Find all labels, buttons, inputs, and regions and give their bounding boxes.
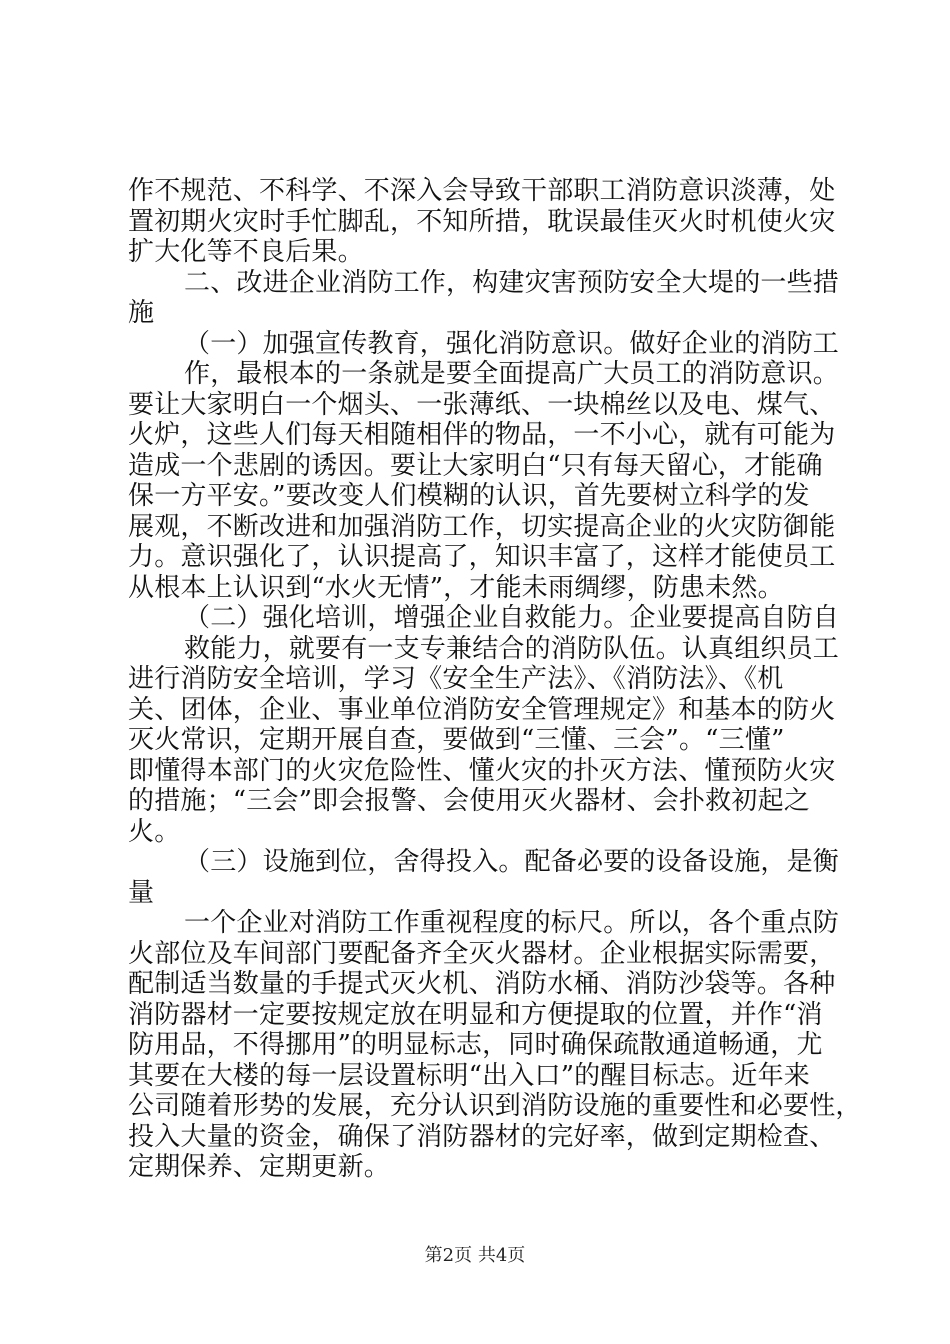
text-line: 火。 <box>128 817 181 847</box>
text-line: 力。意识强化了，认识提高了，知识丰富了，这样才能使员工 <box>128 542 836 572</box>
page-number: 第2页 共4页 <box>424 1245 526 1266</box>
text-line: 投入大量的资金，确保了消防器材的完好率，做到定期检查、 <box>128 1122 836 1152</box>
text-line: 作，最根本的一条就是要全面提高广大员工的消防意识。 <box>184 359 840 389</box>
text-line: 救能力，就要有一支专兼结合的消防队伍。认真组织员工 <box>184 634 840 664</box>
text-line: 关、团体，企业、事业单位消防安全管理规定》和基本的防火 <box>128 695 836 725</box>
subsection-heading: （二）强化培训，增强企业自救能力。企业要提高自防自 <box>184 603 840 633</box>
subsection-heading: （一）加强宣传教育，强化消防意识。做好企业的消防工 <box>184 329 840 359</box>
text-line: 作不规范、不科学、不深入会导致干部职工消防意识淡薄，处 <box>128 176 836 206</box>
text-line: 定期保养、定期更新。 <box>128 1152 391 1182</box>
text-line: 扩大化等不良后果。 <box>128 237 364 267</box>
text-line: 展观，不断改进和加强消防工作，切实提高企业的火灾防御能 <box>128 512 836 542</box>
section-heading-cont: 施 <box>128 298 155 328</box>
text-line: 的措施；“三会”即会报警、会使用灭火器材、会扑救初起之 <box>128 786 810 816</box>
text-line: 置初期火灾时手忙脚乱，不知所措，耽误最佳灭火时机使火灾 <box>128 207 836 237</box>
text-line: 公司随着形势的发展，充分认识到消防设施的重要性和必要性， <box>128 1091 862 1121</box>
text-line: 消防器材一定要按规定放在明显和方便提取的位置，并作“消 <box>128 1000 823 1030</box>
text-line: 要让大家明白一个烟头、一张薄纸、一块棉丝以及电、煤气、 <box>128 390 836 420</box>
text-line: 从根本上认识到“水火无情”，才能未雨绸缪，防患未然。 <box>128 573 784 603</box>
text-line: 灭火常识，定期开展自查，要做到“三懂、三会”。“三懂” <box>128 725 785 755</box>
text-line: 火部位及车间部门要配备齐全灭火器材。企业根据实际需要， <box>128 939 836 969</box>
section-heading: 二、改进企业消防工作，构建灾害预防安全大堤的一些措 <box>184 268 840 298</box>
text-line: 一个企业对消防工作重视程度的标尺。所以，各个重点防 <box>184 908 840 938</box>
text-line: 造成一个悲剧的诱因。要让大家明白“只有每天留心，才能确 <box>128 451 823 481</box>
text-line: 火炉，这些人们每天相随相伴的物品，一不小心，就有可能为 <box>128 420 836 450</box>
text-line: 其要在大楼的每一层设置标明“出入口”的醒目标志。近年来 <box>128 1061 810 1091</box>
subsection-heading-cont: 量 <box>128 878 155 908</box>
text-line: 进行消防安全培训，学习《安全生产法》、《消防法》、《机 <box>128 664 784 694</box>
text-line: 防用品，不得挪用”的明显标志，同时确保疏散通道畅通，尤 <box>128 1030 823 1060</box>
text-line: 即懂得本部门的火灾危险性、懂火灾的扑灭方法、懂预防火灾 <box>128 756 836 786</box>
text-line: 配制适当数量的手提式灭火机、消防水桶、消防沙袋等。各种 <box>128 969 836 999</box>
subsection-heading: （三）设施到位，舍得投入。配备必要的设备设施，是衡 <box>184 847 840 877</box>
text-line: 保一方平安。”要改变人们模糊的认识，首先要树立科学的发 <box>128 481 810 511</box>
